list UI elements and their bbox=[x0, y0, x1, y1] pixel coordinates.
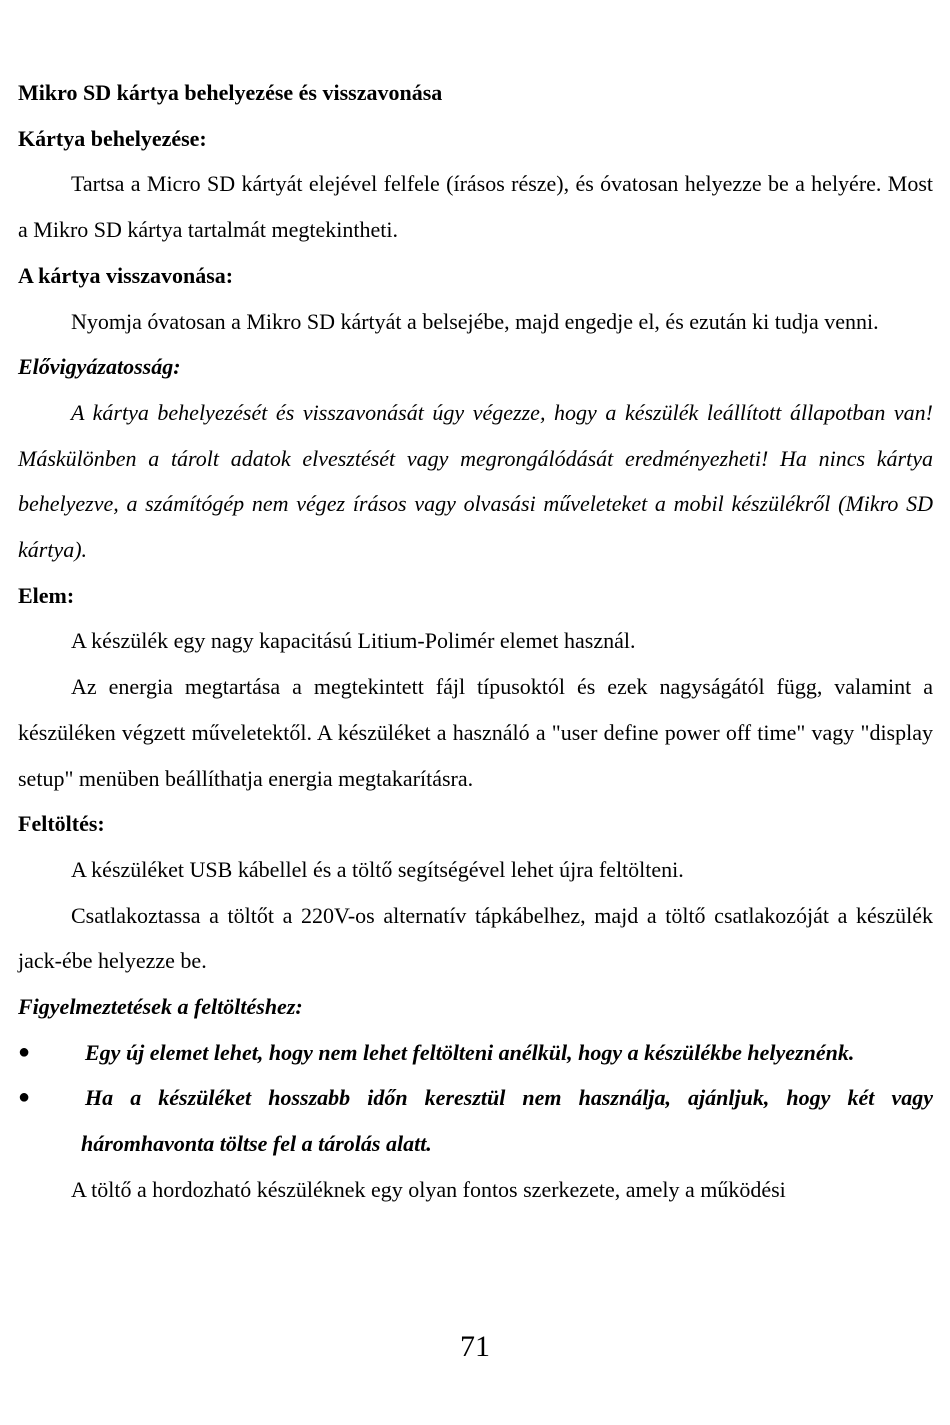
caution-heading: Elővigyázatosság: bbox=[18, 354, 181, 380]
warning-list-item bbox=[18, 1075, 933, 1166]
section-title: Mikro SD kártya behelyezése és visszavonása bbox=[18, 80, 443, 105]
charging-heading: Feltöltés: bbox=[18, 811, 105, 837]
battery-paragraph-2: Az energia megtartása a megtekintett fájl típusoktól és ezek nagyságától függ, valamint a készüléken végzett műveletektől. A készüléket a használó a "user define power off time" vagy "display setup" menüben beállíthatja energia megtakarításra. bbox=[18, 674, 933, 791]
warning-text: Ha a készüléket hosszabb időn keresztül nem használja, ajánljuk, hogy két vagy háromhavonta töltse fel a tárolás alatt. bbox=[81, 1085, 933, 1157]
remove-heading: A kártya visszavonása: bbox=[18, 262, 234, 288]
charging-paragraph-2: Csatlakoztassa a töltőt a 220V-os alternatív tápkábelhez, majd a töltő csatlakozóját a készülék jack-ébe helyezze be. bbox=[18, 902, 933, 974]
insert-heading: Kártya behelyezése: bbox=[18, 125, 207, 151]
warnings-heading: Figyelmeztetések a feltöltéshez: bbox=[18, 994, 303, 1020]
insert-paragraph: Tartsa a Micro SD kártyát elejével felfele (írásos része), és óvatosan helyezze be a helyére. Most a Mikro SD kártya tartalmát megtekintheti. bbox=[18, 171, 933, 243]
closing-paragraph: A töltő a hordozható készüléknek egy olyan fontos szerkezete, amely a működési bbox=[71, 1176, 786, 1202]
remove-paragraph: Nyomja óvatosan a Mikro SD kártyát a belsejébe, majd engedje el, és ezután ki tudja venni. bbox=[71, 308, 879, 334]
page-number: 71 bbox=[460, 1330, 490, 1363]
bullet-dot-icon: ● bbox=[18, 1086, 31, 1109]
caution-paragraph: A kártya behelyezését és visszavonását úgy végezze, hogy a készülék leállított állapotban van! Máskülönben a tárolt adatok elvesztését vagy megrongálódását eredményezheti! Ha nincs kártya behelyezve, a számítógép nem végez írásos vagy olvasási műveleteket a mobil készülékről (Mikro SD kártya). bbox=[18, 399, 933, 563]
charging-paragraph-1: A készüléket USB kábellel és a töltő segítségével lehet újra feltölteni. bbox=[71, 856, 684, 882]
battery-heading: Elem: bbox=[18, 582, 75, 608]
document-page bbox=[18, 70, 933, 1213]
warning-text: Egy új elemet lehet, hogy nem lehet feltölteni anélkül, hogy a készülékbe helyeznénk. bbox=[85, 1039, 855, 1065]
bullet-dot-icon: ● bbox=[18, 1040, 31, 1063]
battery-paragraph-1: A készülék egy nagy kapacitású Litium-Polimér elemet használ. bbox=[71, 628, 636, 654]
warning-list-item bbox=[18, 1030, 933, 1076]
